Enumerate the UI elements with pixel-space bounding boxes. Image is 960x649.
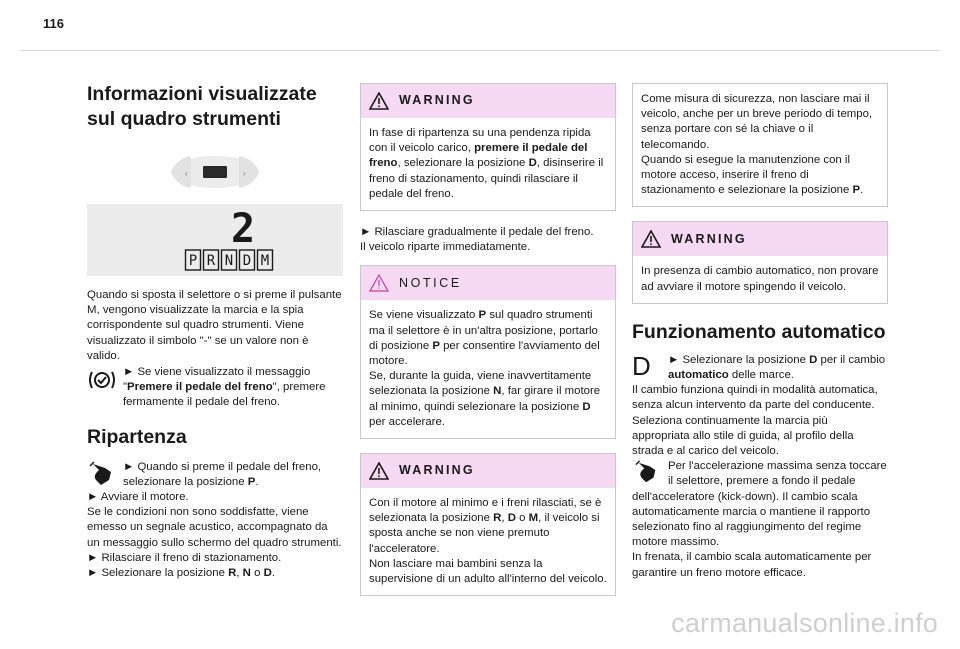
- warning-box-3-body: In presenza di cambio automatico, non provare ad avviare il motore spingendo il veicolo.: [641, 265, 879, 293]
- svg-text:‹: ‹: [185, 169, 188, 178]
- restart-step-4: ► Selezionare la posizione R, N o D.: [87, 567, 275, 580]
- selector-letter-m: M: [260, 253, 270, 269]
- page-number: 116: [43, 16, 64, 31]
- vehicle-restarts-text: Il veicolo riparte immediatamente.: [360, 241, 531, 254]
- automatic-mode-text: [632, 350, 888, 581]
- safety-box: [632, 83, 888, 207]
- paragraph-gear-display: Quando si sposta il selettore o si preme il pulsante M, vengono visualizzate la marcia e la spia corrispondente sul quadro strumenti. Viene visualizzato il simbolo "-" se un valore non è valido.: [87, 289, 342, 362]
- notice-label: NOTICE: [399, 275, 462, 290]
- section-heading-restart: Ripartenza: [87, 425, 187, 448]
- watermark: carmanualsonline.info: [671, 608, 938, 638]
- svg-text:›: ›: [243, 169, 246, 178]
- warning-label: WARNING: [399, 93, 475, 108]
- brake-warning-icon: [87, 367, 117, 393]
- warning-box-2-header: [361, 454, 615, 488]
- warning-triangle-icon: [369, 462, 389, 480]
- safety-box-body: Come misura di sicurezza, non lasciare mai il veicolo, anche per un breve periodo di tempo, senza portare con sé la chiave o il telecomando. Quando si esegue la manutenzione con il motore acceso, inserire il freno di stazionamento e selezionare la posizione P.: [641, 93, 873, 197]
- auto-mode-desc: Il cambio funziona quindi in modalità automatica, senza alcun intervento da parte del conducente.: [632, 384, 878, 412]
- column-1: [87, 72, 343, 581]
- instrument-panel-illustration: [87, 152, 343, 192]
- notice-box-body: Se viene visualizzato P sul quadro strumenti ma il selettore è in un'altra posizione, portarlo di posizione P per consentire l'avviamento del motore. Se, durante la guida, viene inavvertitamente selezionata la posizione N, far girare il motore al minimo, quindi selezionare la posizione D per accelerare.: [369, 309, 601, 428]
- hand-press-icon: [87, 460, 117, 488]
- warning-label: WARNING: [671, 231, 747, 246]
- selector-letter-r: R: [206, 253, 216, 269]
- gear-display-illustration: [87, 204, 343, 276]
- hand-press-icon: [632, 459, 662, 485]
- kick-down-text: Per l'accelerazione massima senza toccare il selettore, premere a fondo il pedale dell'acceleratore (kick-down). Il cambio scala automaticamente marcia o mantiene il rapporto selezionato fino al raggiungimento del regime motore massimo.: [632, 460, 887, 549]
- warning-box-1: [360, 83, 616, 211]
- selector-letter-d: D: [242, 253, 252, 269]
- dashboard-icon: [87, 152, 343, 192]
- drive-mode-d-icon: D: [632, 350, 651, 381]
- warning-box-1-header: [361, 84, 615, 118]
- warning-box-2: [360, 453, 616, 596]
- notice-box: [360, 265, 616, 439]
- auto-step-1: ► Selezionare la posizione D per il cambio automatico delle marce.: [668, 353, 886, 382]
- restart-step-2: ► Avviare il motore.: [87, 491, 189, 504]
- release-brake-step: ► Rilasciare gradualmente il pedale del freno.: [360, 226, 594, 239]
- paragraph-brake-message: ► Se viene visualizzato il messaggio "Premere il pedale del freno", premere fermamente il pedale del freno.: [123, 366, 326, 409]
- engine-braking-text: In frenata, il cambio scala automaticamente per garantire un freno motore efficace.: [632, 551, 872, 579]
- header-divider: [20, 50, 940, 51]
- restart-steps: [87, 460, 343, 582]
- warning-box-1-body: In fase di ripartenza su una pendenza ripida con il veicolo carico, premere il pedale del freno, selezionare la posizione D, disinserire il freno di stazionamento, quindi rilasciare il pedale del freno.: [369, 127, 604, 200]
- notice-box-header: [361, 266, 615, 300]
- restart-step-3: ► Rilasciare il freno di stazionamento.: [87, 551, 282, 564]
- column-3: [632, 83, 888, 581]
- restart-note: Se le condizioni non sono soddisfatte, viene emesso un segnale acustico, accompagnato da un messaggio sullo schermo del quadro strumenti.: [87, 506, 342, 549]
- warning-box-3-header: [633, 222, 887, 256]
- restart-step-1: ► Quando si preme il pedale del freno, selezionare la posizione P.: [123, 460, 322, 488]
- section-heading-info: Informazioni visualizzate sul quadro strumenti: [87, 83, 317, 130]
- warning-box-3: [632, 221, 888, 303]
- auto-gear-selection: Seleziona continuamente la marcia più appropriata allo stile di guida, al profilo della strada e al carico del veicolo.: [632, 414, 854, 458]
- current-gear-number: 2: [231, 206, 256, 252]
- brake-message-row: [87, 365, 343, 411]
- column-2: [360, 83, 616, 596]
- section-heading-automatic: Funzionamento automatico: [632, 320, 886, 343]
- notice-triangle-icon: [369, 274, 389, 292]
- warning-box-2-body: Con il motore al minimo e i freni rilasciati, se è selezionata la posizione R, D o M, il veicolo si sposta anche se non viene premuto l'acceleratore. Non lasciare mai bambini senza la supervisione di un adulto all'interno del veicolo.: [369, 497, 607, 586]
- gear-display-icon: [87, 204, 343, 276]
- selector-letter-p: P: [188, 253, 198, 269]
- warning-triangle-icon: [369, 92, 389, 110]
- selector-letter-n: N: [224, 253, 234, 269]
- warning-label: WARNING: [399, 463, 475, 478]
- warning-triangle-icon: [641, 230, 661, 248]
